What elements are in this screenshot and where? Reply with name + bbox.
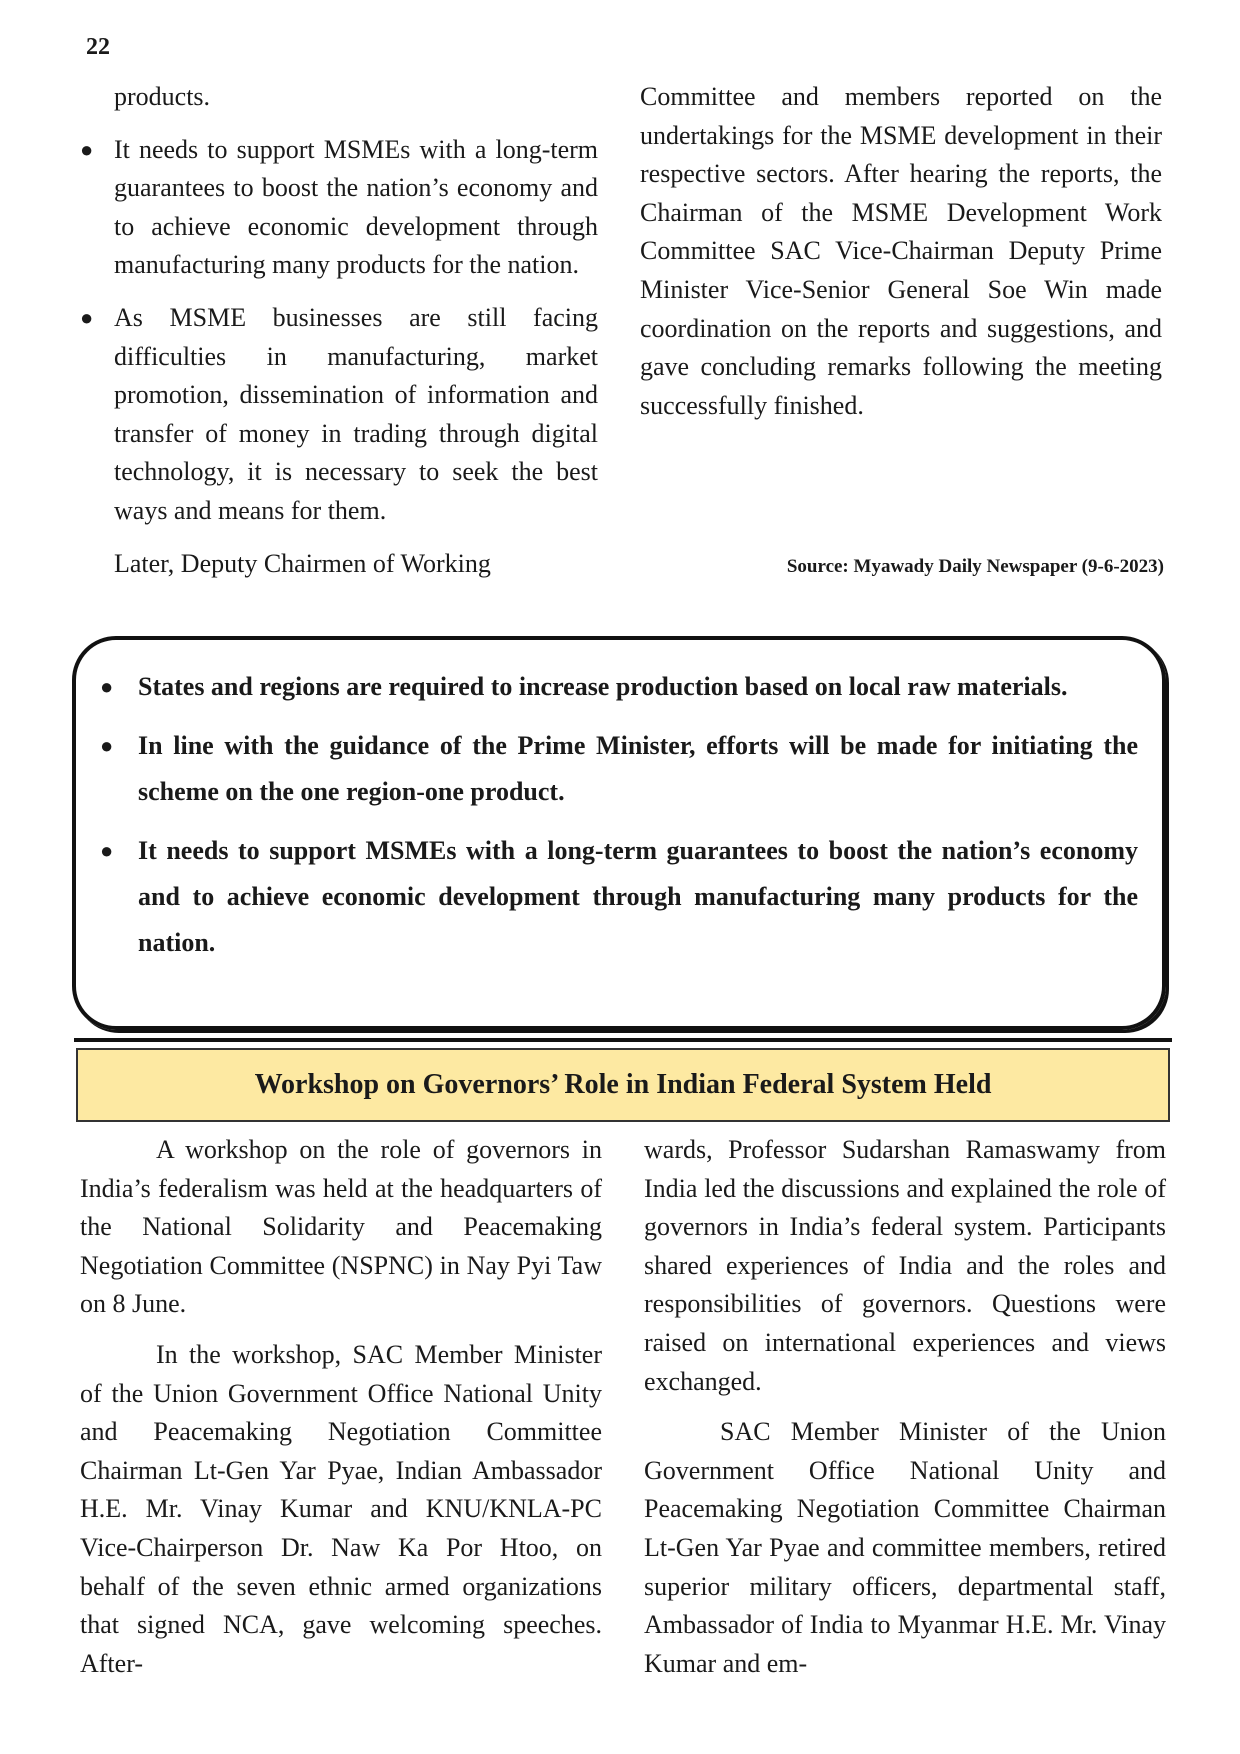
bullet-icon: ● <box>100 838 114 863</box>
highlight-item <box>100 664 1138 710</box>
article-right-column <box>644 1131 1166 1695</box>
highlight-text: In line with the guidance of the Prime Minister, efforts will be made for initiating the scheme on the one region-one product. <box>138 731 1138 806</box>
section-divider <box>74 1038 1172 1042</box>
highlight-text: It needs to support MSMEs with a long-term guarantees to boost the nation’s economy and to achieve economic development through manufacturing many products for the nation. <box>138 836 1138 957</box>
top-right-column <box>640 78 1162 425</box>
bullet-icon: ● <box>80 136 94 162</box>
highlight-item <box>100 828 1138 966</box>
bullet-list <box>80 131 598 531</box>
highlight-item <box>100 723 1138 815</box>
article-paragraph: wards, Professor Sudarshan Ramaswamy from India led the discussions and explained the role of governors in India’s federal system. Participants shared experiences of India and the roles and responsibilities of governors. Questions were raised on international experiences and views exchanged. <box>644 1135 1166 1396</box>
article-left-column <box>80 1131 602 1695</box>
source-citation: Source: Myawady Daily Newspaper (9-6-2023) <box>786 556 1164 577</box>
top-left-column <box>80 78 598 583</box>
article-paragraph: A workshop on the role of governors in India’s federalism was held at the headquarters of the National Solidarity and Peacemaking Negotiation Committee (NSPNC) in Nay Pyi Taw on 8 June. <box>80 1135 602 1319</box>
article-paragraph: In the workshop, SAC Member Minister of the Union Government Office National Unity and Peacemaking Negotiation Committee Chairman Lt-Gen Yar Pyae, Indian Ambassador H.E. Mr. Vinay Kumar and KNU/KNLA-PC Vice-Chairperson Dr. Naw Ka Por Htoo, on behalf of the seven ethnic armed organizations that signed NCA, gave welcoming speeches. After- <box>80 1339 602 1678</box>
paragraph-report: Committee and members reported on the undertakings for the MSME development in their respective sectors. After hearing the reports, the Chairman of the MSME Development Work Committee SAC Vice-Chairman Deputy Prime Minister Vice-Senior General Soe Win made coordination on the reports and suggestions, and gave concluding remarks following the meeting successfully finished. <box>640 82 1162 420</box>
bullet-text: It needs to support MSMEs with a long-term guarantees to boost the nation’s economy and to achieve economic development through manufacturing many products for the nation. <box>114 134 598 280</box>
highlight-list <box>76 640 1162 966</box>
page-number: 22 <box>86 34 110 60</box>
article-paragraph: SAC Member Minister of the Union Government Office National Unity and Peacemaking Negotiation Committee Chairman Lt-Gen Yar Pyae and committee members, retired superior military officers, departmental staff, Ambassador of India to Myanmar H.E. Mr. Vinay Kumar and em- <box>644 1417 1166 1678</box>
bullet-icon: ● <box>100 733 114 758</box>
continuation-text: products. <box>114 82 211 111</box>
highlight-box <box>72 636 1166 1030</box>
paragraph-later: Later, Deputy Chairmen of Working <box>114 548 491 578</box>
bullet-icon: ● <box>80 304 94 330</box>
list-item <box>80 299 598 531</box>
list-item <box>80 131 598 285</box>
highlight-text: States and regions are required to increase production based on local raw materials. <box>138 672 1068 701</box>
bullet-icon: ● <box>100 674 114 699</box>
article-title: Workshop on Governors’ Role in Indian Federal System Held <box>76 1048 1170 1122</box>
bullet-text: As MSME businesses are still facing difficulties in manufacturing, market promotion, dissemination of information and transfer of money in trading through digital technology, it is necessary to seek the best ways and means for them. <box>114 302 598 525</box>
